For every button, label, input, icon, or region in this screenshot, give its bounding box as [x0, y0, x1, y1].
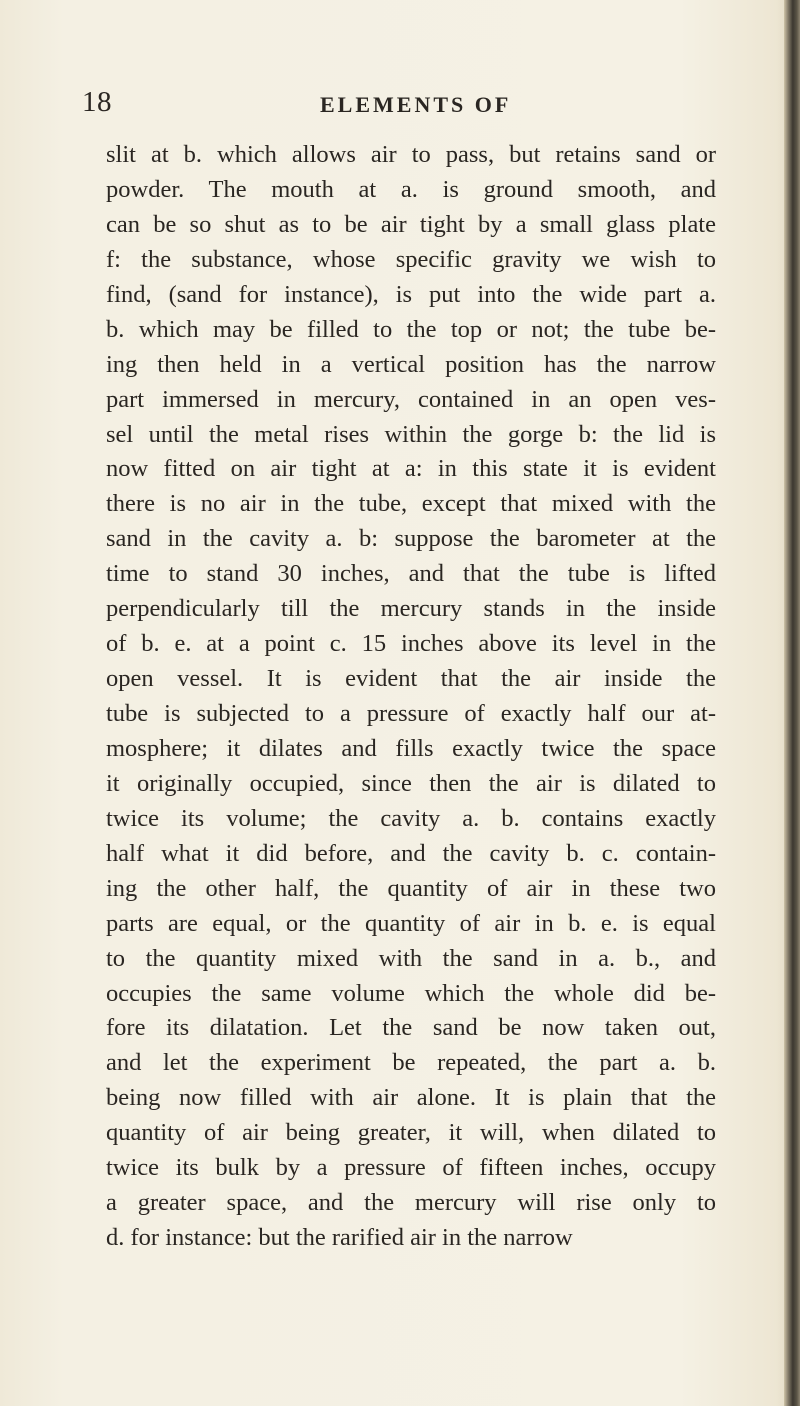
running-head: ELEMENTS OF — [320, 92, 512, 117]
text-line: occupies the same volume which the whole did be- — [106, 979, 716, 1007]
text-line: part immersed in mercury, contained in an open ves- — [106, 385, 716, 413]
text-line: ing the other half, the quantity of air in these two — [106, 874, 716, 902]
text-line: now fitted on air tight at a: in this state it is evident — [106, 455, 716, 483]
text-line: d. for instance: but the rarified air in the narrow — [106, 1224, 573, 1252]
text-line: quantity of air being greater, it will, when dilated to — [106, 1119, 716, 1147]
text-line: and let the experiment be repeated, the part a. b. — [106, 1049, 716, 1077]
text-line: open vessel. It is evident that the air inside the — [106, 665, 716, 693]
page-header — [0, 86, 784, 126]
text-line: powder. The mouth at a. is ground smooth, and — [106, 175, 716, 203]
text-line: slit at b. which allows air to pass, but retains sand or — [106, 141, 716, 168]
text-line: find, (sand for instance), is put into the wide part a. — [106, 280, 716, 308]
text-line: parts are equal, or the quantity of air in b. e. is equal — [106, 909, 716, 937]
text-line: f: the substance, whose specific gravity we wish to — [106, 245, 716, 273]
page-edge-shadow — [784, 0, 800, 1406]
text-line: perpendicularly till the mercury stands in the inside — [106, 595, 716, 623]
text-line: mosphere; it dilates and fills exactly twice the space — [106, 734, 716, 762]
text-line: a greater space, and the mercury will rise only to — [106, 1189, 716, 1217]
text-line: twice its bulk by a pressure of fifteen inches, occupy — [106, 1154, 716, 1182]
text-line: to the quantity mixed with the sand in a. b., and — [106, 944, 716, 972]
body-text — [106, 138, 716, 1256]
text-line: sand in the cavity a. b: suppose the barometer at the — [106, 525, 716, 553]
page-number: 18 — [82, 86, 112, 118]
text-line: twice its volume; the cavity a. b. contains exactly — [106, 804, 716, 832]
text-line: tube is subjected to a pressure of exactly half our at- — [106, 700, 716, 727]
text-line: half what it did before, and the cavity b. c. contain- — [106, 839, 716, 867]
text-line: time to stand 30 inches, and that the tube is lifted — [106, 560, 716, 588]
text-line: b. which may be filled to the top or not; the tube be- — [106, 315, 716, 343]
text-line: it originally occupied, since then the air is dilated to — [106, 769, 716, 797]
text-line: there is no air in the tube, except that mixed with the — [106, 490, 716, 518]
text-line: ing then held in a vertical position has the narrow — [106, 350, 716, 378]
text-line: sel until the metal rises within the gorge b: the lid is — [106, 420, 716, 448]
text-line: being now filled with air alone. It is plain that the — [106, 1084, 716, 1112]
text-line: fore its dilatation. Let the sand be now taken out, — [106, 1014, 716, 1042]
text-line: can be so shut as to be air tight by a small glass plate — [106, 210, 716, 238]
text-line: of b. e. at a point c. 15 inches above its level in the — [106, 630, 716, 658]
